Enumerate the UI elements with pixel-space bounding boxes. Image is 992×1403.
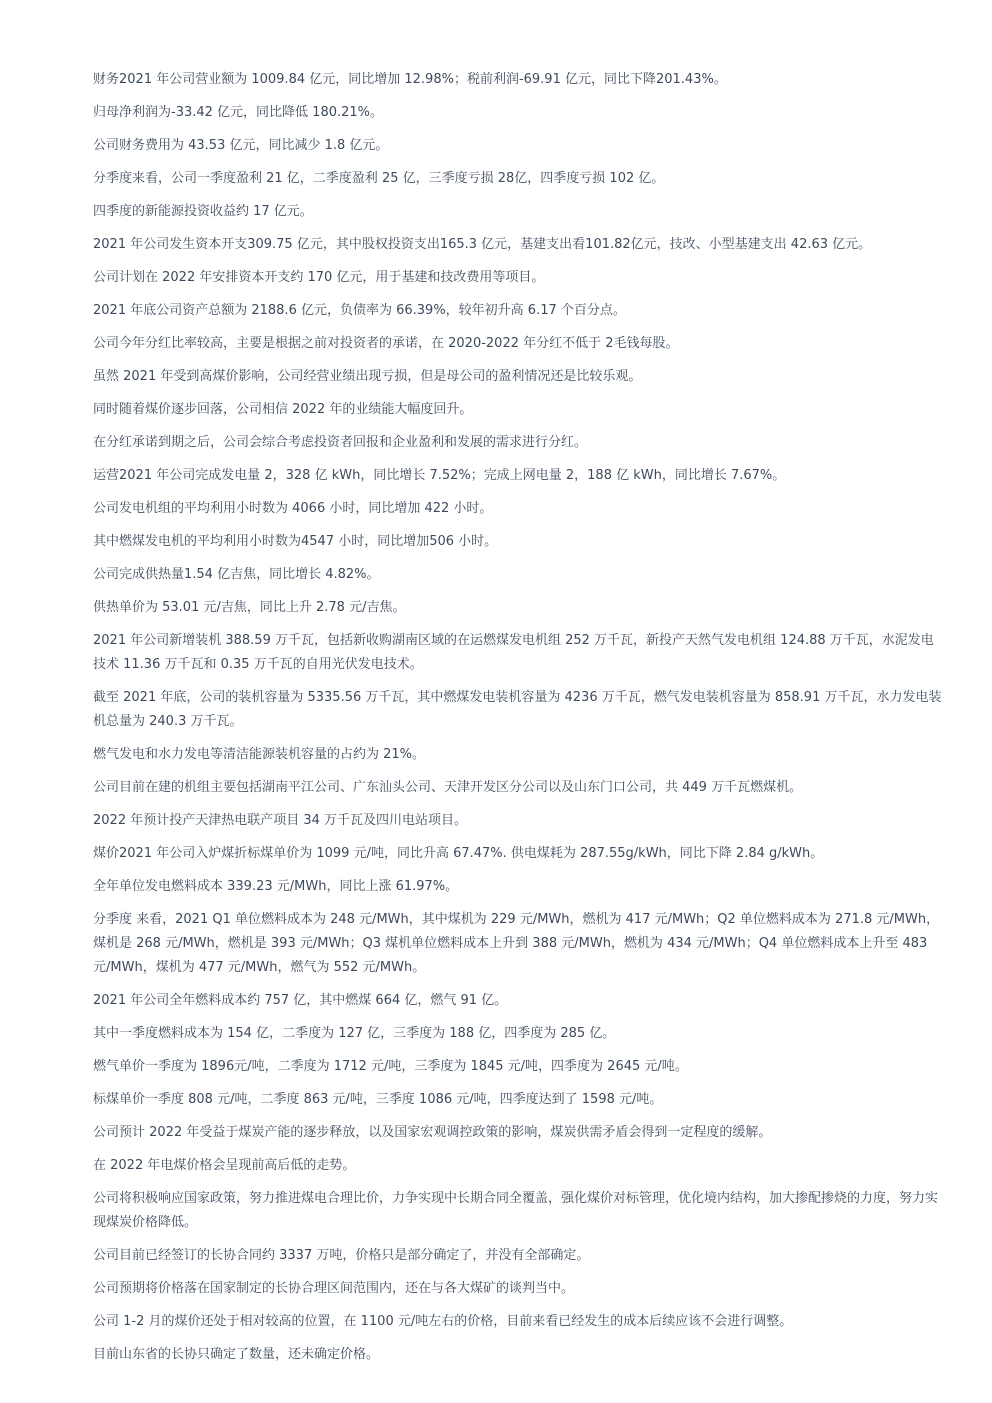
paragraph: 虽然 2021 年受到高煤价影响，公司经营业绩出现亏损，但是母公司的盈利情况还是比较乐观。 [93, 369, 642, 384]
paragraph: 供热单价为 53.01 元/吉焦，同比上升 2.78 元/吉焦。 [93, 600, 406, 615]
paragraph: 其中一季度燃料成本为 154 亿，二季度为 127 亿，三季度为 188 亿，四季度为 285 亿。 [93, 1026, 616, 1041]
paragraph: 2021 年公司新增装机 388.59 万千瓦，包括新收购湖南区域的在运燃煤发电机组 252 万千瓦，新投产天然气发电机组 124.88 万千瓦，水泥发电技术 11.36 万千瓦和 0.35 万千瓦的自用光伏发电技术。 [93, 633, 934, 672]
paragraph: 目前山东省的长协只确定了数量，还未确定价格。 [93, 1347, 380, 1362]
paragraph: 公司预期将价格落在国家制定的长协合理区间范围内，还在与各大煤矿的谈判当中。 [93, 1281, 575, 1296]
paragraph: 分季度 来看，2021 Q1 单位燃料成本为 248 元/MWh，其中煤机为 229 元/MWh，燃机为 417 元/MWh；Q2 单位燃料成本为 271.8 元/MWh，煤机是 268 元/MWh，燃机是 393 元/MWh；Q3 煤机单位燃料成本上升到 388 元/MWh，燃机为 434 元/MWh；Q4 单位燃料成本上升至 483 元/MWh，煤机为 477 元/MWh，燃气为 552 元/MWh。 [93, 912, 940, 975]
paragraph: 归母净利润为-33.42 亿元，同比降低 180.21%。 [93, 105, 384, 120]
paragraph: 公司目前在建的机组主要包括湖南平江公司、广东汕头公司、天津开发区分公司以及山东门口公司，共 449 万千瓦燃煤机。 [93, 780, 803, 795]
paragraph: 全年单位发电燃料成本 339.23 元/MWh，同比上涨 61.97%。 [93, 879, 459, 894]
paragraph: 公司今年分红比率较高，主要是根据之前对投资者的承诺，在 2020-2022 年分红不低于 2毛钱每股。 [93, 336, 679, 351]
paragraph: 公司 1-2 月的煤价还处于相对较高的位置，在 1100 元/吨左右的价格，目前来看已经发生的成本后续应该不会进行调整。 [93, 1314, 793, 1329]
paragraph: 2021 年公司发生资本开支309.75 亿元，其中股权投资支出165.3 亿元，基建支出看101.82亿元，技改、小型基建支出 42.63 亿元。 [93, 237, 872, 252]
paragraph: 四季度的新能源投资收益约 17 亿元。 [93, 204, 313, 219]
paragraph: 燃气单价一季度为 1896元/吨，二季度为 1712 元/吨，三季度为 1845 元/吨，四季度为 2645 元/吨。 [93, 1059, 688, 1074]
paragraph: 公司完成供热量1.54 亿吉焦，同比增长 4.82%。 [93, 567, 380, 582]
paragraph: 财务2021 年公司营业额为 1009.84 亿元，同比增加 12.98%；税前利润-69.91 亿元，同比下降201.43%。 [93, 72, 727, 87]
paragraph: 煤价2021 年公司入炉煤折标煤单价为 1099 元/吨，同比升高 67.47%. 供电煤耗为 287.55g/kWh，同比下降 2.84 g/kWh。 [93, 846, 824, 861]
paragraph: 2022 年预计投产天津热电联产项目 34 万千瓦及四川电站项目。 [93, 813, 468, 828]
paragraph: 公司目前已经签订的长协合同约 3337 万吨，价格只是部分确定了，并没有全部确定。 [93, 1248, 590, 1263]
paragraph: 在分红承诺到期之后，公司会综合考虑投资者回报和企业盈利和发展的需求进行分红。 [93, 435, 588, 450]
paragraph: 2021 年公司全年燃料成本约 757 亿，其中燃煤 664 亿，燃气 91 亿。 [93, 993, 508, 1008]
paragraph: 公司发电机组的平均利用小时数为 4066 小时，同比增加 422 小时。 [93, 501, 493, 516]
paragraph: 在 2022 年电煤价格会呈现前高后低的走势。 [93, 1158, 356, 1173]
paragraph: 分季度来看，公司一季度盈利 21 亿，二季度盈利 25 亿，三季度亏损 28亿，四季度亏损 102 亿。 [93, 171, 665, 186]
paragraph: 2021 年底公司资产总额为 2188.6 亿元，负债率为 66.39%，较年初升高 6.17 个百分点。 [93, 303, 626, 318]
paragraph: 公司将积极响应国家政策，努力推进煤电合理比价，力争实现中长期合同全覆盖，强化煤价对标管理，优化境内结构，加大掺配掺烧的力度，努力实现煤炭价格降低。 [93, 1191, 939, 1230]
paragraph: 其中燃煤发电机的平均利用小时数为4547 小时，同比增加506 小时。 [93, 534, 498, 549]
paragraph: 公司计划在 2022 年安排资本开支约 170 亿元，用于基建和技改费用等项目。 [93, 270, 545, 285]
paragraph: 截至 2021 年底，公司的装机容量为 5335.56 万千瓦，其中燃煤发电装机容量为 4236 万千瓦，燃气发电装机容量为 858.91 万千瓦，水力发电装机总量为 240.3 万千瓦。 [93, 690, 942, 729]
paragraph: 公司预计 2022 年受益于煤炭产能的逐步释放，以及国家宏观调控政策的影响，煤炭供需矛盾会得到一定程度的缓解。 [93, 1125, 772, 1140]
paragraph: 公司财务费用为 43.53 亿元，同比减少 1.8 亿元。 [93, 138, 389, 153]
paragraph: 同时随着煤价逐步回落，公司相信 2022 年的业绩能大幅度回升。 [93, 402, 473, 417]
paragraph: 燃气发电和水力发电等清洁能源装机容量的占约为 21%。 [93, 747, 426, 762]
paragraph: 运营2021 年公司完成发电量 2，328 亿 kWh，同比增长 7.52%；完成上网电量 2，188 亿 kWh，同比增长 7.67%。 [93, 468, 786, 483]
paragraph: 标煤单价一季度 808 元/吨，二季度 863 元/吨，三季度 1086 元/吨，四季度达到了 1598 元/吨。 [93, 1092, 663, 1107]
